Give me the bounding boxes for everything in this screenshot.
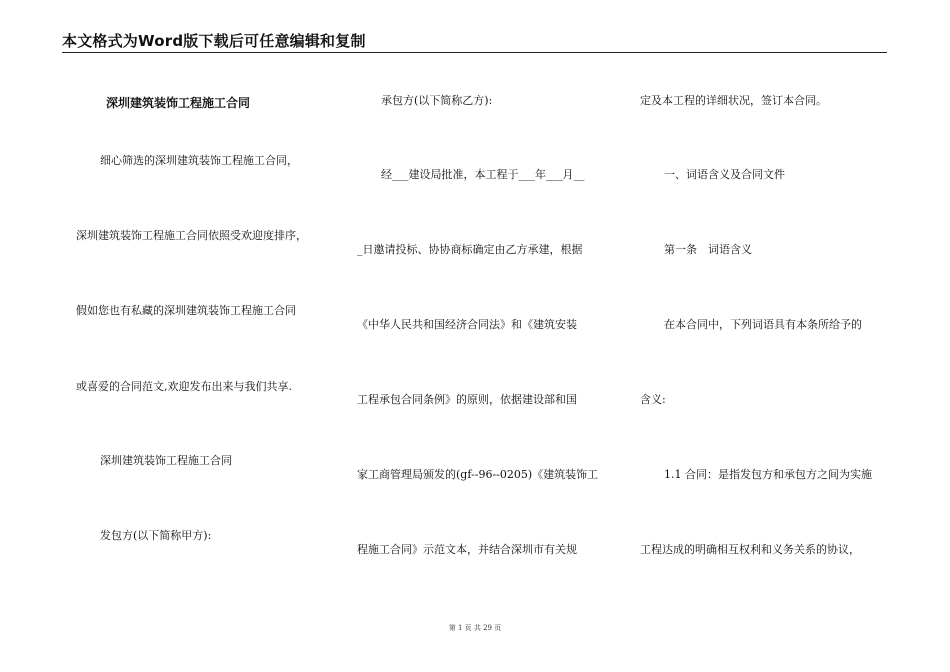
column1-line-3: 假如您也有私藏的深圳建筑装饰工程施工合同	[76, 304, 296, 317]
header-divider	[62, 52, 887, 53]
page-number-footer: 第 1 页 共 29 页	[448, 624, 502, 632]
column3-line-7: 工程达成的明确相互权利和义务关系的协议，	[640, 543, 860, 556]
column3-line-4: 在本合同中，下列词语具有本条所给予的	[664, 318, 862, 331]
column3-line-3: 第一条 词语含义	[664, 243, 752, 256]
column2-line-7: 程施工合同》示范文本，并结合深圳市有关规	[357, 543, 577, 556]
column2-line-5: 工程承包合同条例》的原则，依据建设部和国	[357, 393, 577, 406]
column2-line-2: 经___建设局批准，本工程于___年___月__	[381, 168, 585, 181]
column2-line-6: 家工商管理局颁发的(gf--96--0205)《建筑装饰工	[357, 468, 599, 481]
column3-line-2: 一、词语含义及合同文件	[664, 168, 785, 181]
column2-line-1: 承包方(以下简称乙方):	[381, 94, 493, 107]
column1-line-6: 发包方(以下简称甲方):	[100, 529, 212, 542]
column1-line-5: 深圳建筑装饰工程施工合同	[100, 454, 232, 467]
column3-line-1: 定及本工程的详细状况，签订本合同。	[640, 94, 827, 107]
document-banner: 本文格式为Word版下载后可任意编辑和复制	[62, 32, 366, 50]
column2-line-3: _日邀请投标、协协商标确定由乙方承建，根据	[357, 243, 583, 256]
column1-line-4: 或喜爱的合同范文,欢迎发布出来与我们共享.	[76, 380, 292, 393]
column3-line-5: 含义:	[640, 393, 666, 406]
column1-line-2: 深圳建筑装饰工程施工合同依照受欢迎度排序，	[76, 229, 307, 242]
document-title: 深圳建筑装饰工程施工合同	[106, 96, 251, 110]
column1-line-1: 细心筛选的深圳建筑装饰工程施工合同，	[100, 154, 298, 167]
column3-line-6: 1.1 合同：是指发包方和承包方之间为实施	[664, 468, 872, 481]
column2-line-4: 《中华人民共和国经济合同法》和《建筑安装	[357, 318, 577, 331]
